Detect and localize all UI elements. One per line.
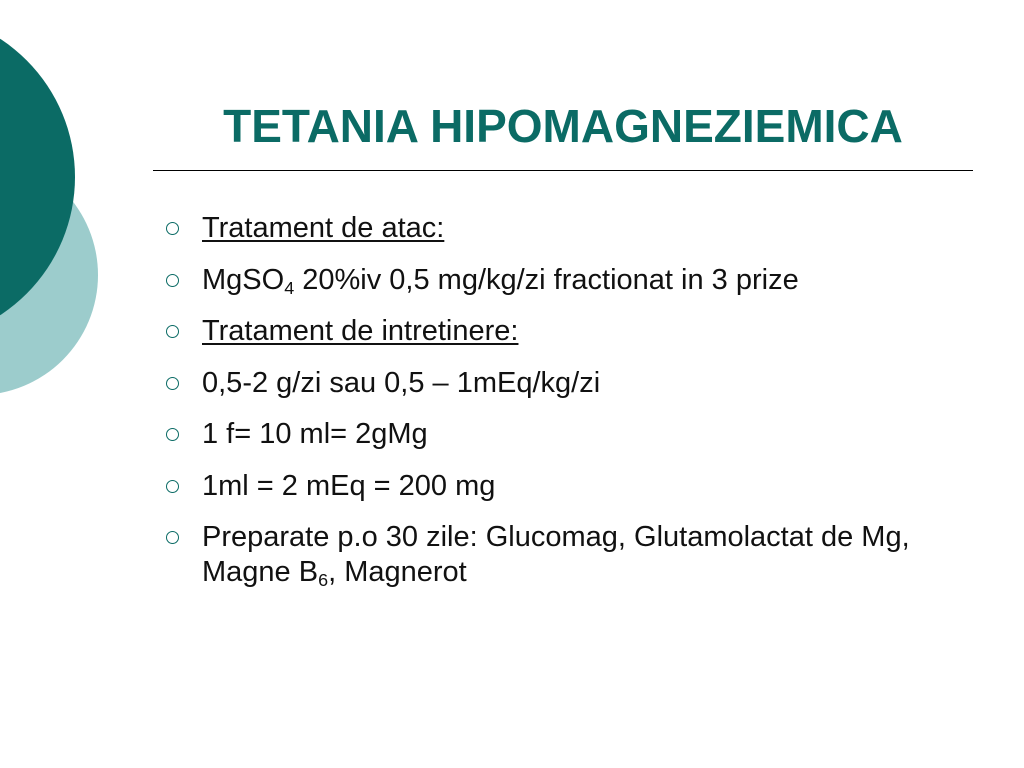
bullet-item [164,520,964,590]
bullet-text: Preparate p.o 30 zile: Glucomag, Glutamolactat de Mg, Magne B [202,521,910,588]
bullet-circle-icon [166,274,179,287]
bullet-circle-icon [166,531,179,544]
bullet-circle-icon [166,428,179,441]
bullet-text: MgSO [202,263,285,296]
bullet-item [164,263,964,298]
bullet-circle-icon [166,222,179,235]
bullet-text: 1 f= 10 ml= 2gMg [202,418,428,450]
subscript: 4 [284,277,295,298]
bullet-item [164,366,964,401]
subscript: 6 [318,570,329,591]
slide-title: TETANIA HIPOMAGNEZIEMICA [223,100,903,152]
bullet-text: 20%iv 0,5 mg/kg/zi fractionat in 3 prize [294,263,799,296]
bullet-text: , Magnerot [328,556,467,588]
bullet-text: Tratament de intretinere: [202,315,519,347]
bullet-item [164,469,964,504]
bullet-list [164,211,964,607]
bullet-circle-icon [166,377,179,390]
bullet-item [164,417,964,452]
title-divider [153,170,973,171]
bullet-item [164,314,964,349]
bullet-text: 0,5-2 g/zi sau 0,5 – 1mEq/kg/zi [202,366,601,399]
bullet-item [164,211,964,246]
bullet-circle-icon [166,480,179,493]
bullet-text: Tratament de atac: [202,212,445,244]
bullet-circle-icon [166,325,179,338]
bullet-text: 1ml = 2 mEq = 200 mg [202,469,496,502]
